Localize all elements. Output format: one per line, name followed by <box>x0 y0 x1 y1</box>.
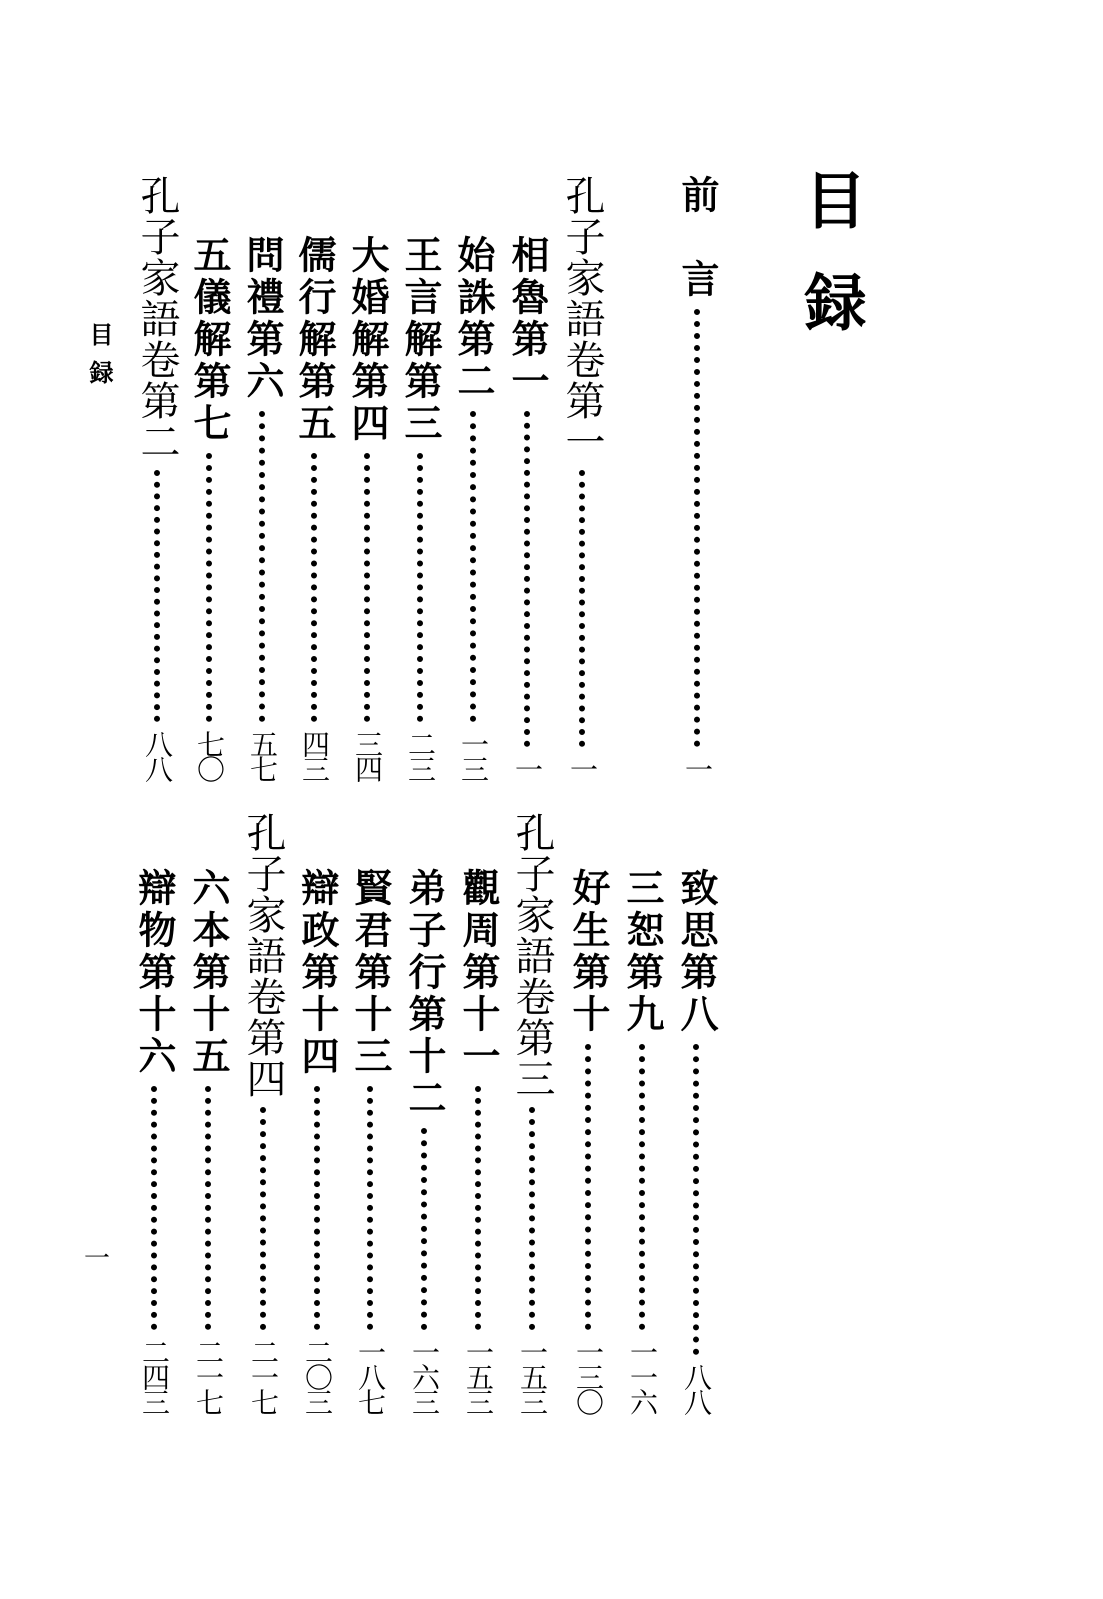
toc-entry-title: 致思第八 <box>674 868 719 1036</box>
toc-entry-title: 孔子家語卷第一 <box>559 175 605 462</box>
toc-entry-title: 始誅第二 <box>451 235 496 403</box>
leader-dots <box>475 1086 481 1330</box>
page-number: 一 <box>84 1244 111 1274</box>
toc-entry-page: 三四 <box>351 730 384 780</box>
toc-volume-entry <box>560 175 604 780</box>
toc-entry-title: 前 言 <box>675 175 720 301</box>
toc-entry-page: 一五三 <box>462 1338 495 1413</box>
leader-dots <box>154 470 160 722</box>
toc-entry-title: 五儀解第七 <box>187 235 232 445</box>
toc-entry <box>295 868 339 1413</box>
toc-entry-page: 二一七 <box>192 1338 225 1413</box>
leader-dots <box>259 411 265 722</box>
leader-dots <box>421 1128 427 1330</box>
toc-entry-page: 一 <box>681 755 714 780</box>
toc-entry <box>402 868 446 1413</box>
leader-dots <box>529 1107 535 1330</box>
toc-entry-title: 三恕第九 <box>620 868 665 1036</box>
leader-dots <box>585 1044 591 1330</box>
running-header: 目録 <box>85 322 114 398</box>
toc-entry-title: 王言解第三 <box>398 235 443 445</box>
toc-entry-page: 一八七 <box>354 1338 387 1413</box>
leader-dots <box>470 411 476 722</box>
toc-entry <box>398 235 442 780</box>
toc-entry-title: 孔子家語卷第二 <box>134 175 180 462</box>
toc-entry-page: 八八 <box>680 1363 713 1413</box>
toc-volume-entry <box>135 175 179 780</box>
leader-dots <box>367 1086 373 1330</box>
toc-entry <box>456 868 500 1413</box>
leader-dots <box>693 1044 699 1355</box>
toc-entry-title: 辯政第十四 <box>295 868 340 1078</box>
toc-entry-page: 二三 <box>404 730 437 780</box>
leader-dots <box>639 1044 645 1330</box>
toc-entry-title: 好生第十 <box>566 868 611 1036</box>
page-title: 目録 <box>794 168 867 372</box>
toc-entry-title: 弟子行第十二 <box>402 868 447 1120</box>
toc-entry-title: 觀周第十一 <box>456 868 501 1078</box>
toc-entry-title: 孔子家語卷第四 <box>240 812 286 1099</box>
toc-volume-entry <box>510 812 554 1413</box>
toc-entry-page: 一 <box>566 755 599 780</box>
toc-entry <box>348 868 392 1413</box>
toc-entry-page: 一三〇 <box>572 1338 605 1413</box>
leader-dots <box>579 470 585 747</box>
leader-dots <box>206 453 212 722</box>
leader-dots <box>205 1086 211 1330</box>
toc-entry <box>451 235 495 780</box>
toc-entry-page: 七〇 <box>193 730 226 780</box>
toc-entry <box>505 235 549 780</box>
leader-dots <box>417 453 423 722</box>
toc-entry <box>675 175 719 780</box>
toc-entry-title: 相魯第一 <box>505 235 550 403</box>
toc-entry <box>674 868 718 1413</box>
toc-entry-page: 四三 <box>298 730 331 780</box>
toc-entry-title: 問禮第六 <box>240 235 285 403</box>
toc-entry-page: 二〇三 <box>301 1338 334 1413</box>
toc-entry-title: 六本第十五 <box>186 868 231 1078</box>
leader-dots <box>314 1086 320 1330</box>
toc-entry-page: 二四三 <box>138 1338 171 1413</box>
toc-entry-page: 八八 <box>141 730 174 780</box>
leader-dots <box>524 411 530 747</box>
leader-dots <box>260 1107 266 1330</box>
toc-entry <box>132 868 176 1413</box>
toc-entry-title: 賢君第十三 <box>348 868 393 1078</box>
toc-entry-page: 五七 <box>246 730 279 780</box>
toc-entry-page: 二一七 <box>247 1338 280 1413</box>
toc-entry <box>292 235 336 780</box>
toc-entry-page: 一五三 <box>516 1338 549 1413</box>
toc-entry-title: 大婚解第四 <box>345 235 390 445</box>
toc-entry-page: 一 <box>511 755 544 780</box>
toc-entry <box>620 868 664 1413</box>
toc-entry-page: 一三 <box>457 730 490 780</box>
toc-entry <box>187 235 231 780</box>
toc-entry <box>345 235 389 780</box>
toc-entry-page: 一六三 <box>408 1338 441 1413</box>
toc-entry-page: 一一六 <box>626 1338 659 1413</box>
toc-entry <box>186 868 230 1413</box>
toc-entry-title: 辯物第十六 <box>132 868 177 1078</box>
leader-dots <box>311 453 317 722</box>
leader-dots <box>694 309 700 747</box>
toc-entry <box>566 868 610 1413</box>
toc-entry-title: 孔子家語卷第三 <box>509 812 555 1099</box>
toc-volume-entry <box>241 812 285 1413</box>
toc-entry-title: 儒行解第五 <box>292 235 337 445</box>
toc-entry <box>240 235 284 780</box>
leader-dots <box>364 453 370 722</box>
leader-dots <box>151 1086 157 1330</box>
